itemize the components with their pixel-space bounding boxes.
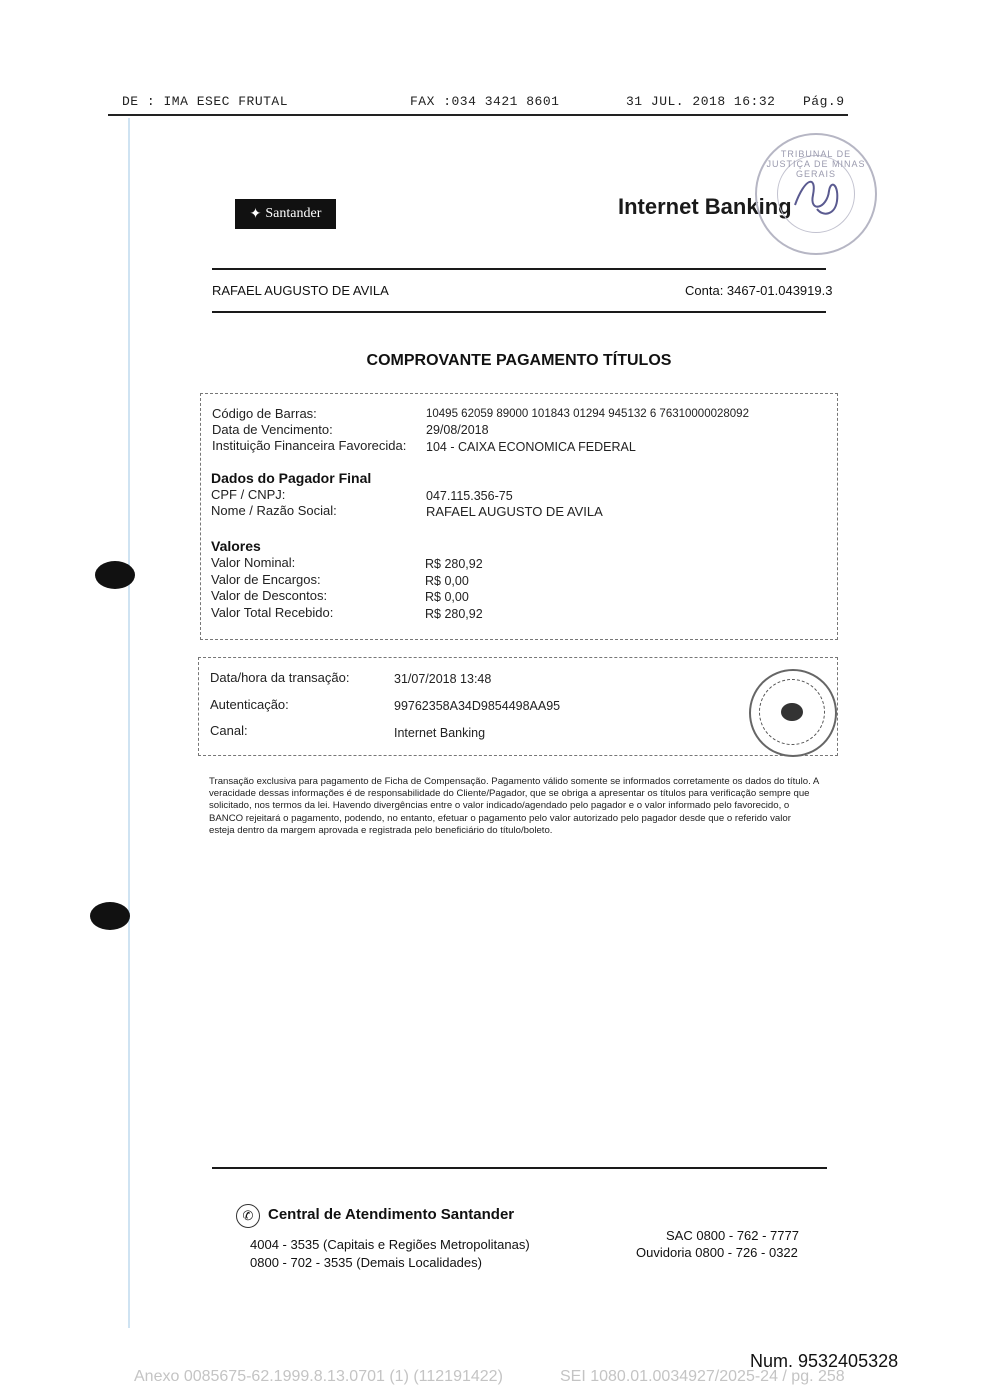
bank-label: Instituição Financeira Favorecida: [212,438,407,453]
nominal-value: R$ 280,92 [425,557,483,571]
ouvidoria-phone: Ouvidoria 0800 - 726 - 0322 [636,1245,798,1260]
disclaimer-text: Transação exclusiva para pagamento de Ficha de Compensação. Pagamento válido somente se informados corretamente os dados do título. A veracidade dessas informações é de responsabilidade do Cliente/Pagador, que se obriga a apresentar os títulos para verificação sempre que solicitado, nos termos da lei. Havendo divergências entre o valor indicado/agendado pelo pagador e o valor informado pelo favorecido, o BANCO rejeitará o pagamento, podendo, no entanto, efetuar o pagamento pelo valor autorizado pelo pagador desde que o referido valor esteja dentro da margem aprovada e registrada pelo beneficiário do título/boleto. [209,776,819,836]
client-name: RAFAEL AUGUSTO DE AVILA [212,283,389,298]
santander-logo [235,199,336,229]
punch-hole-bottom [90,902,130,930]
payer-name-label: Nome / Razão Social: [211,503,337,518]
charges-value: R$ 0,00 [425,574,469,588]
margin-line [128,118,130,1328]
transaction-datetime-label: Data/hora da transação: [210,670,350,685]
sei-reference: SEI 1080.01.0034927/2025-24 / pg. 258 [560,1368,845,1385]
court-stamp [755,133,877,255]
phone-other: 0800 - 702 - 3535 (Demais Localidades) [250,1255,482,1270]
cpf-label: CPF / CNPJ: [211,487,286,502]
header-rule [212,268,826,270]
logo-text: Santander [265,206,322,221]
document-title: COMPROVANTE PAGAMENTO TÍTULOS [366,352,672,369]
discounts-label: Valor de Descontos: [211,588,328,603]
barcode-label: Código de Barras: [212,406,317,421]
transaction-datetime-value: 31/07/2018 13:48 [394,672,492,686]
fax-page: Pág.9 [803,94,845,109]
payer-name-value: RAFAEL AUGUSTO DE AVILA [426,504,603,519]
discounts-value: R$ 0,00 [425,590,469,604]
punch-hole-top [95,561,135,589]
stamp-text: TRIBUNAL DE JUSTIÇA DE MINAS GERAIS [766,149,866,179]
nominal-label: Valor Nominal: [211,555,296,570]
payer-heading: Dados do Pagador Final [211,470,372,486]
santander-flame-icon: ✦ [249,206,262,222]
due-date-label: Data de Vencimento: [212,422,333,437]
bank-value: 104 - CAIXA ECONOMICA FEDERAL [426,440,636,454]
seal-core [781,703,803,721]
authentication-label: Autenticação: [210,697,289,712]
total-value: R$ 280,92 [425,607,483,621]
channel-label: Canal: [210,723,248,738]
fax-header-divider [108,114,848,116]
client-rule [212,311,826,313]
barcode-value: 10495 62059 89000 101843 01294 945132 6 76310000028092 [426,408,749,420]
fax-datetime: 31 JUL. 2018 16:32 [626,94,776,109]
footer-rule [212,1167,827,1169]
fax-from: DE : IMA ESEC FRUTAL [122,94,289,109]
authentication-seal [749,669,837,757]
signature-mark [787,165,847,225]
fax-number: FAX :034 3421 8601 [410,94,560,109]
channel-value: Internet Banking [394,726,486,740]
account-number: Conta: 3467-01.043919.3 [685,283,833,298]
due-date-value: 29/08/2018 [426,423,489,437]
charges-label: Valor de Encargos: [211,572,321,587]
authentication-value: 99762358A34D9854498AA95 [394,699,561,713]
document-number: Num. 9532405328 [750,1351,899,1371]
sac-phone: SAC 0800 - 762 - 7777 [666,1228,799,1243]
phone-capitals: 4004 - 3535 (Capitais e Regiões Metropolitanas) [250,1237,530,1252]
total-label: Valor Total Recebido: [211,605,334,620]
cpf-value: 047.115.356-75 [426,489,513,503]
central-title: Central de Atendimento Santander [268,1206,515,1223]
internet-banking-title: Internet Banking [618,194,792,219]
values-heading: Valores [211,538,261,554]
phone-icon: ✆ [236,1204,260,1228]
anexo-reference: Anexo 0085675-62.1999.8.13.0701 (1) (112191422) [134,1368,503,1385]
